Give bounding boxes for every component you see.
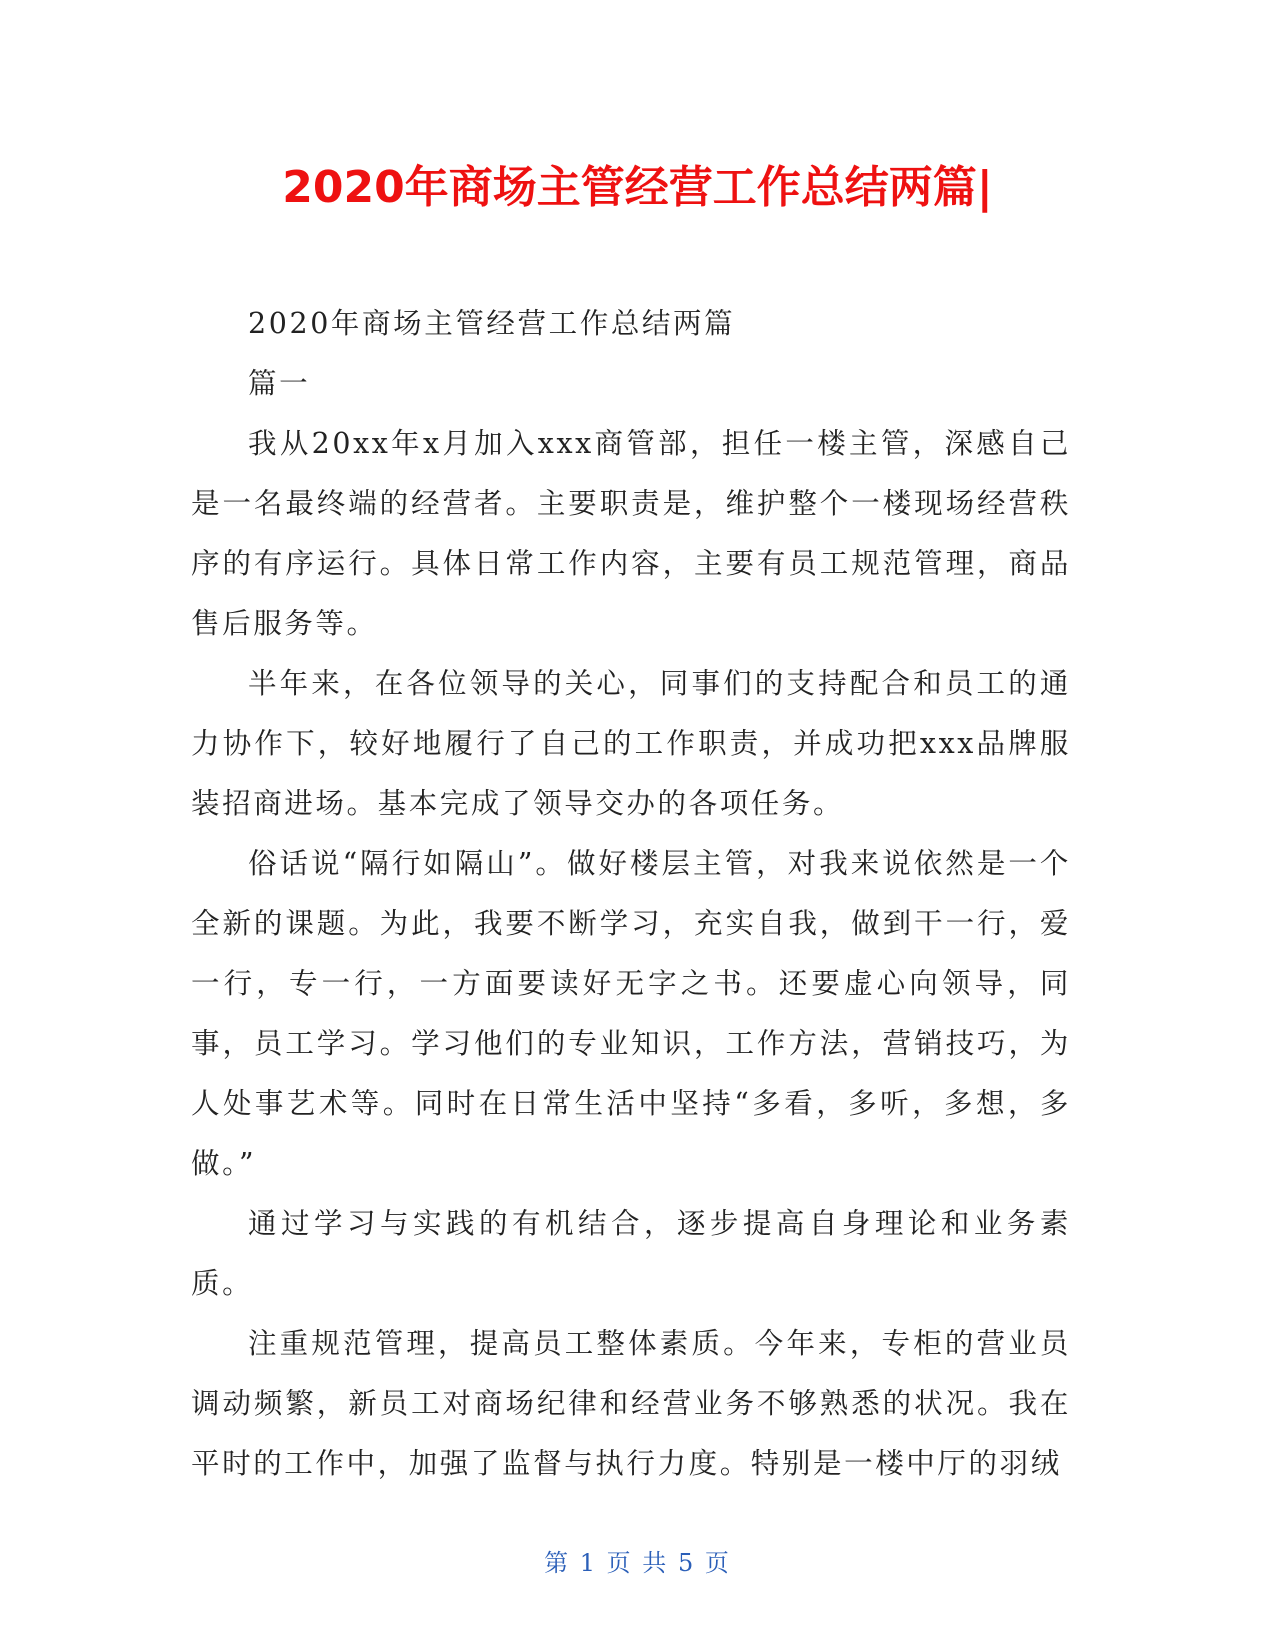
paragraph: 注重规范管理，提高员工整体素质。今年来，专柜的营业员调动频繁，新员工对商场纪律和经营业务不够熟悉的状况。我在平时的工作中，加强了监督与执行力度。特别是一楼中厅的羽绒 — [191, 1327, 1071, 1480]
page-number-footer: 第 1 页 共 5 页 — [544, 1549, 731, 1577]
paragraph: 我从20xx年x月加入xxx商管部，担任一楼主管，深感自己是一名最终端的经营者。主要职责是，维护整个一楼现场经营秩序的有序运行。具体日常工作内容，主要有员工规范管理，商品售后服务等。 — [191, 427, 1071, 640]
document-title: 2020年商场主管经营工作总结两篇| — [282, 162, 993, 213]
paragraph-section-label: 篇一 — [248, 367, 311, 400]
paragraph: 通过学习与实践的有机结合，逐步提高自身理论和业务素质。 — [191, 1207, 1071, 1300]
paragraph-heading: 2020年商场主管经营工作总结两篇 — [248, 307, 736, 340]
document-body — [191, 294, 1071, 1494]
paragraph: 半年来，在各位领导的关心，同事们的支持配合和员工的通力协作下，较好地履行了自己的工作职责，并成功把xxx品牌服装招商进场。基本完成了领导交办的各项任务。 — [191, 667, 1071, 820]
paragraph: 俗话说“隔行如隔山”。做好楼层主管，对我来说依然是一个全新的课题。为此，我要不断学习，充实自我，做到干一行，爱一行，专一行，一方面要读好无字之书。还要虚心向领导，同事，员工学习。学习他们的专业知识，工作方法，营销技巧，为人处事艺术等。同时在日常生活中坚持“多看，多听，多想，多做。” — [191, 847, 1071, 1180]
